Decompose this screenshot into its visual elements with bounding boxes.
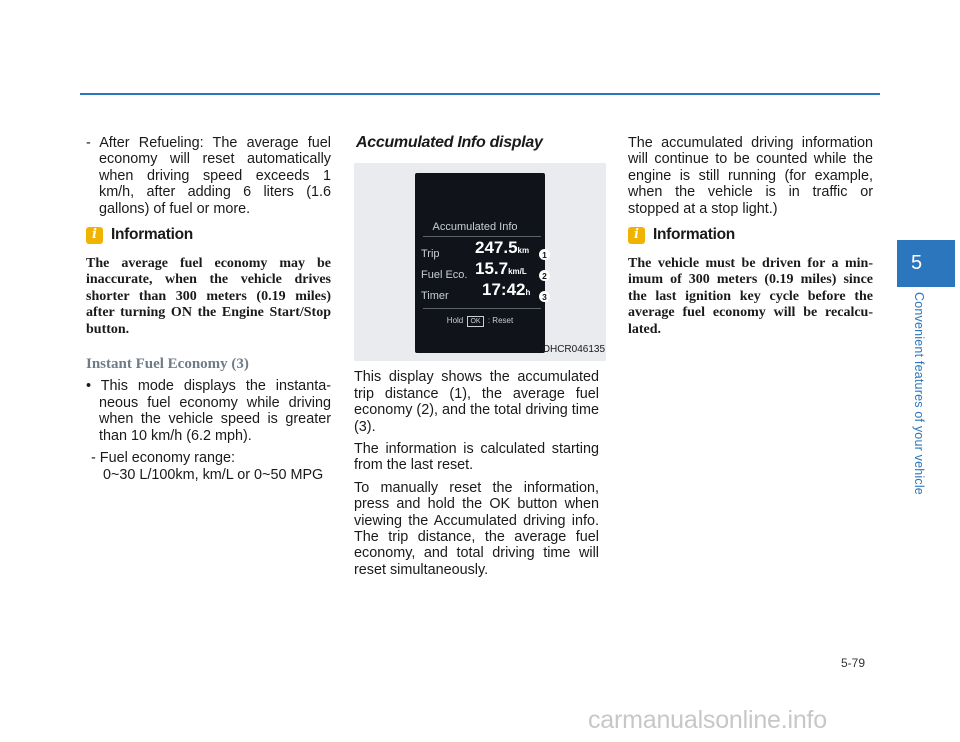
instant-fuel-economy-heading: Instant Fuel Economy (3) bbox=[86, 356, 249, 373]
fuel-eco-unit: km/L bbox=[508, 267, 527, 277]
info-icon: i bbox=[86, 227, 103, 244]
trip-number: 247.5 bbox=[475, 238, 518, 258]
timer-value bbox=[482, 282, 530, 301]
information-heading-2 bbox=[628, 227, 873, 244]
chapter-tab bbox=[897, 240, 955, 287]
reset-text: : Reset bbox=[487, 316, 514, 326]
watermark: carmanualsonline.info bbox=[588, 706, 828, 734]
display-description: This display shows the accumulated trip distance (1), the average fuel economy (2), and the total driving time (3). bbox=[354, 369, 599, 435]
information-heading bbox=[86, 227, 331, 244]
trip-unit: km bbox=[517, 246, 530, 256]
chapter-label: Convenient features of your vehicle bbox=[912, 292, 926, 495]
display-divider bbox=[423, 236, 541, 237]
manual-reset-text: To manually reset the information, press and hold the OK button when viewing the Accumulated driving info. The trip distance, the average fuel economy, and total driving time will reset simultaneously. bbox=[354, 479, 599, 578]
fuel-range bbox=[86, 450, 331, 483]
ok-key: OK bbox=[467, 316, 483, 327]
page-number: 5-79 bbox=[841, 656, 866, 670]
after-refueling-text: - After Refueling: The average fuel economy will reset automatically when driving speed exceeds 1 km/h, after adding 6 liters (1.6 gallons) of fuel or more. bbox=[86, 135, 331, 217]
information-note-2: The vehicle must be driven for a min-imum of 300 meters (0.19 miles) since the last ignition key cycle before the average fuel economy will be recalcu-lated. bbox=[628, 256, 873, 337]
callout-2: 2 bbox=[539, 270, 550, 281]
instant-mode-bullet: • This mode displays the instanta-neous fuel economy while driving when the vehicle speed is greater than 10 km/h (6.2 mph). bbox=[86, 378, 331, 444]
accumulated-info-title: Accumulated Info display bbox=[356, 134, 543, 151]
trip-value bbox=[475, 240, 529, 259]
information-title-2: Information bbox=[653, 226, 735, 244]
timer-unit: h bbox=[525, 288, 531, 298]
trip-label: Trip bbox=[421, 248, 440, 261]
hold-reset-hint bbox=[415, 313, 545, 329]
chapter-number: 5 bbox=[911, 252, 923, 274]
header-rule bbox=[80, 93, 880, 95]
fuel-range-value: 0~30 L/100km, km/L or 0~50 MPG bbox=[103, 466, 324, 483]
display-title: Accumulated Info bbox=[432, 221, 518, 234]
information-note: The average fuel economy may be inaccurate, when the vehicle drives shorter than 300 meters (0.19 miles) after turning ON the Engine Start/Stop button. bbox=[86, 256, 331, 337]
hold-text: Hold bbox=[446, 316, 464, 326]
cluster-display bbox=[415, 173, 545, 353]
fuel-eco-value bbox=[475, 261, 527, 280]
column-right bbox=[628, 135, 873, 356]
cluster-figure bbox=[354, 163, 606, 361]
information-title: Information bbox=[111, 226, 193, 244]
calculation-note: The information is calculated starting from the last reset. bbox=[354, 441, 599, 474]
timer-label: Timer bbox=[421, 290, 449, 303]
continuous-count-text: The accumulated driving information will continue to be counted while the engine is still running (for example, when the vehicle is in traffic or stopped at a stop light.) bbox=[628, 135, 873, 217]
fuel-eco-number: 15.7 bbox=[475, 259, 509, 279]
column-middle bbox=[354, 134, 605, 584]
column-left bbox=[86, 135, 331, 483]
info-icon: i bbox=[628, 227, 645, 244]
fuel-range-label: - Fuel economy range: bbox=[91, 450, 235, 467]
timer-number: 17:42 bbox=[482, 280, 526, 300]
display-divider-bottom bbox=[423, 308, 541, 309]
callout-3: 3 bbox=[539, 291, 550, 302]
fuel-eco-label: Fuel Eco. bbox=[421, 269, 468, 282]
figure-code: OHCR046135 bbox=[542, 344, 605, 355]
callout-1: 1 bbox=[539, 249, 550, 260]
